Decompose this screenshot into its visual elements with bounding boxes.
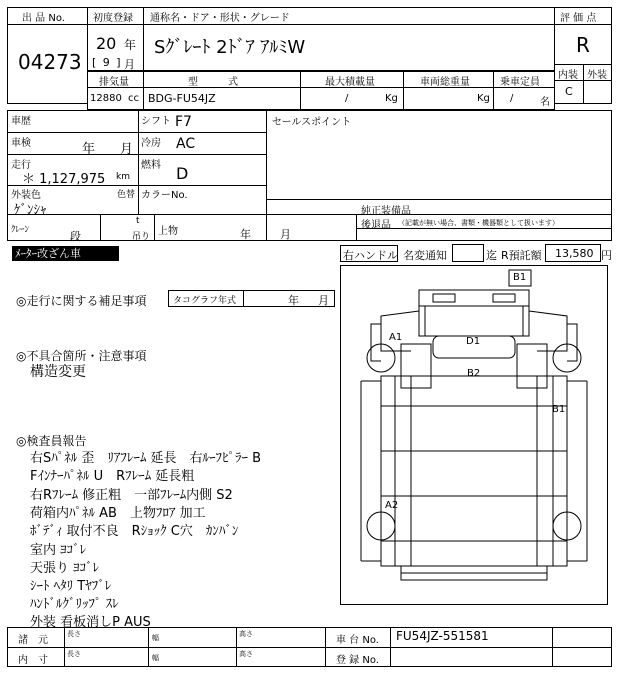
model-name: Sｸﾞﾚｰﾄ 2ﾄﾞｱ ｱﾙﾐW [154,37,306,58]
inspector-line: Fｲﾝﾅｰﾊﾟﾈﾙ U Rﾌﾚｰﾑ 延長粗 [30,469,195,484]
spec-label: 諸 元 [18,635,48,646]
inspector-line: 天張り ﾖｺﾞﾚ [30,561,100,576]
damage-mark-a1: A1 [389,332,403,343]
tacho-month-unit: 月 [318,294,329,307]
displacement-label: 排気量 [99,77,129,88]
ac-value: AC [176,136,196,152]
color-change-label: 色替 [117,190,136,200]
inspector-line: 荷箱内ﾊﾟﾈﾙ AB 上物ﾌﾛｱ 加工 [30,506,206,521]
chassis-no: FU54JZ-551581 [396,629,489,643]
inspector-header: ◎検査員報告 [16,434,87,448]
damage-mark-b1-right: B1 [552,404,566,415]
meter-tamper-badge: ﾒｰﾀｰ改ざん車 [12,246,119,261]
damage-mark-a2: A2 [385,500,399,511]
color-no-label: カラーNo. [141,190,188,201]
retrofit-note: （記載が無い場合、書類・機器類として扱います） [398,219,559,227]
reg-label: 登 録 No. [336,655,379,666]
inspector-line: 外装 看板消しP AUS [30,615,151,630]
inspector-line: ｼｰﾄ ﾍﾀﾘ Tﾔﾌﾞﾚ [30,579,112,594]
inspection-year-unit: 年 [82,142,96,157]
max-load-slash: / [345,93,349,104]
capacity-label: 乗車定員 [500,77,540,88]
shift-value: F7 [175,114,192,130]
damage-mark-b1-top: B1 [513,272,527,283]
damage-mark-b2: B2 [467,368,481,379]
mileage-unit: km [116,172,130,182]
reg-month: [ 9 ] [92,56,121,69]
interior-grade: C [565,85,573,98]
r-reserve-label: R預託額 [501,249,542,262]
height-label-2: 高さ [239,650,253,658]
model-code: BDG-FU54JZ [148,92,216,105]
displacement-unit: cc [128,93,139,104]
shift-label: シフト [141,116,171,127]
name-change-box [452,244,484,262]
reg-year: 20 [96,34,117,53]
reg-year-unit: 年 [124,38,137,52]
factory-eq-label: 純正装備品 [361,206,411,217]
inspector-line: ﾎﾞﾃﾞｨ 取付不良 Rｼｮｯｸ C穴 ｶﾝﾊﾞﾝ [30,524,239,539]
lot-number: 04273 [18,50,82,74]
defects-header: ◎不具合箇所・注意事項 [16,349,147,363]
tacho-label: タコグラフ年式 [173,296,237,306]
gross-weight-unit: Kg [477,93,490,104]
crane-label: ｸﾚｰﾝ [11,225,30,235]
score-value: R [576,33,590,57]
chassis-label: 車 台 No. [336,635,379,646]
retrofit-label: 後退品 [361,220,391,231]
cert-label: 迄 [486,249,497,262]
first-reg-label: 初度登録 [93,13,133,24]
inspection-month-unit: 月 [120,142,134,157]
body-month-unit: 月 [280,228,291,241]
ext-color: ｹﾞﾝｼｬ [14,203,47,218]
history-label: 車歴 [11,116,31,127]
max-load-label: 最大積載量 [325,77,375,88]
model-name-label: 通称名・ドア・形状・グレード [150,13,290,24]
width-label: 幅 [152,634,159,642]
inspector-line: 室内 ﾖｺﾞﾚ [30,543,87,558]
capacity-unit: 名 [540,97,550,108]
ac-label: 冷房 [141,138,161,149]
displacement-value: 12880 [90,93,122,104]
reg-month-unit: 月 [124,58,135,71]
r-reserve-unit: 円 [601,249,612,262]
tacho-year-unit: 年 [288,294,299,307]
max-load-unit: Kg [385,93,398,104]
inspector-line: 右Rﾌﾚｰﾑ 修正粗 一部ﾌﾚｰﾑ内側 S2 [30,488,233,503]
model-code-label: 型 式 [188,77,238,88]
inspector-line: 右Sﾊﾟﾈﾙ 歪 ﾘｱﾌﾚｰﾑ 延長 右ﾙｰﾌﾋﾟﾗｰ B [30,451,262,466]
sales-point-label: セールスポイント [272,117,352,128]
crane-steps-unit: 段 [70,230,81,243]
inner-label: 内 寸 [18,655,48,666]
damage-mark-d1: D1 [466,336,481,347]
inspector-line: ﾊﾝﾄﾞﾙｸﾞﾘｯﾌﾟ ｽﾚ [30,597,119,612]
r-reserve-value: 13,580 [555,247,594,260]
crane-hang-label: 吊り [132,232,151,242]
exterior-label: 外装 [587,70,607,81]
height-label: 高さ [239,630,253,638]
inspection-label: 車検 [11,138,31,149]
gross-weight-label: 車両総重量 [420,77,470,88]
interior-label: 内装 [558,70,578,81]
ext-color-label: 外装色 [11,190,41,201]
capacity-slash: / [510,93,514,104]
name-change-label: 名変通知 [403,249,447,262]
lot-label: 出 品 No. [22,13,65,24]
fuel-label: 燃料 [141,160,161,171]
length-label: 長さ [67,630,81,638]
body-year-unit: 年 [240,228,251,241]
crane-t-label: t [136,216,140,226]
width-label-2: 幅 [152,654,159,662]
steering: 右ハンドル [343,249,398,262]
truck-diagram [340,265,608,605]
mileage-label: 走行 [11,160,31,171]
driving-header: ◎走行に関する補足事項 [16,294,147,308]
mileage-value: ＊ 1,127,975 [22,172,106,187]
defect-item: 構造変更 [30,364,86,380]
fuel-value: D [176,164,189,183]
length-label-2: 長さ [67,650,81,658]
score-label: 評 価 点 [560,13,597,24]
truck-diagram-svg [341,266,607,604]
body-label: 上物 [158,226,178,237]
